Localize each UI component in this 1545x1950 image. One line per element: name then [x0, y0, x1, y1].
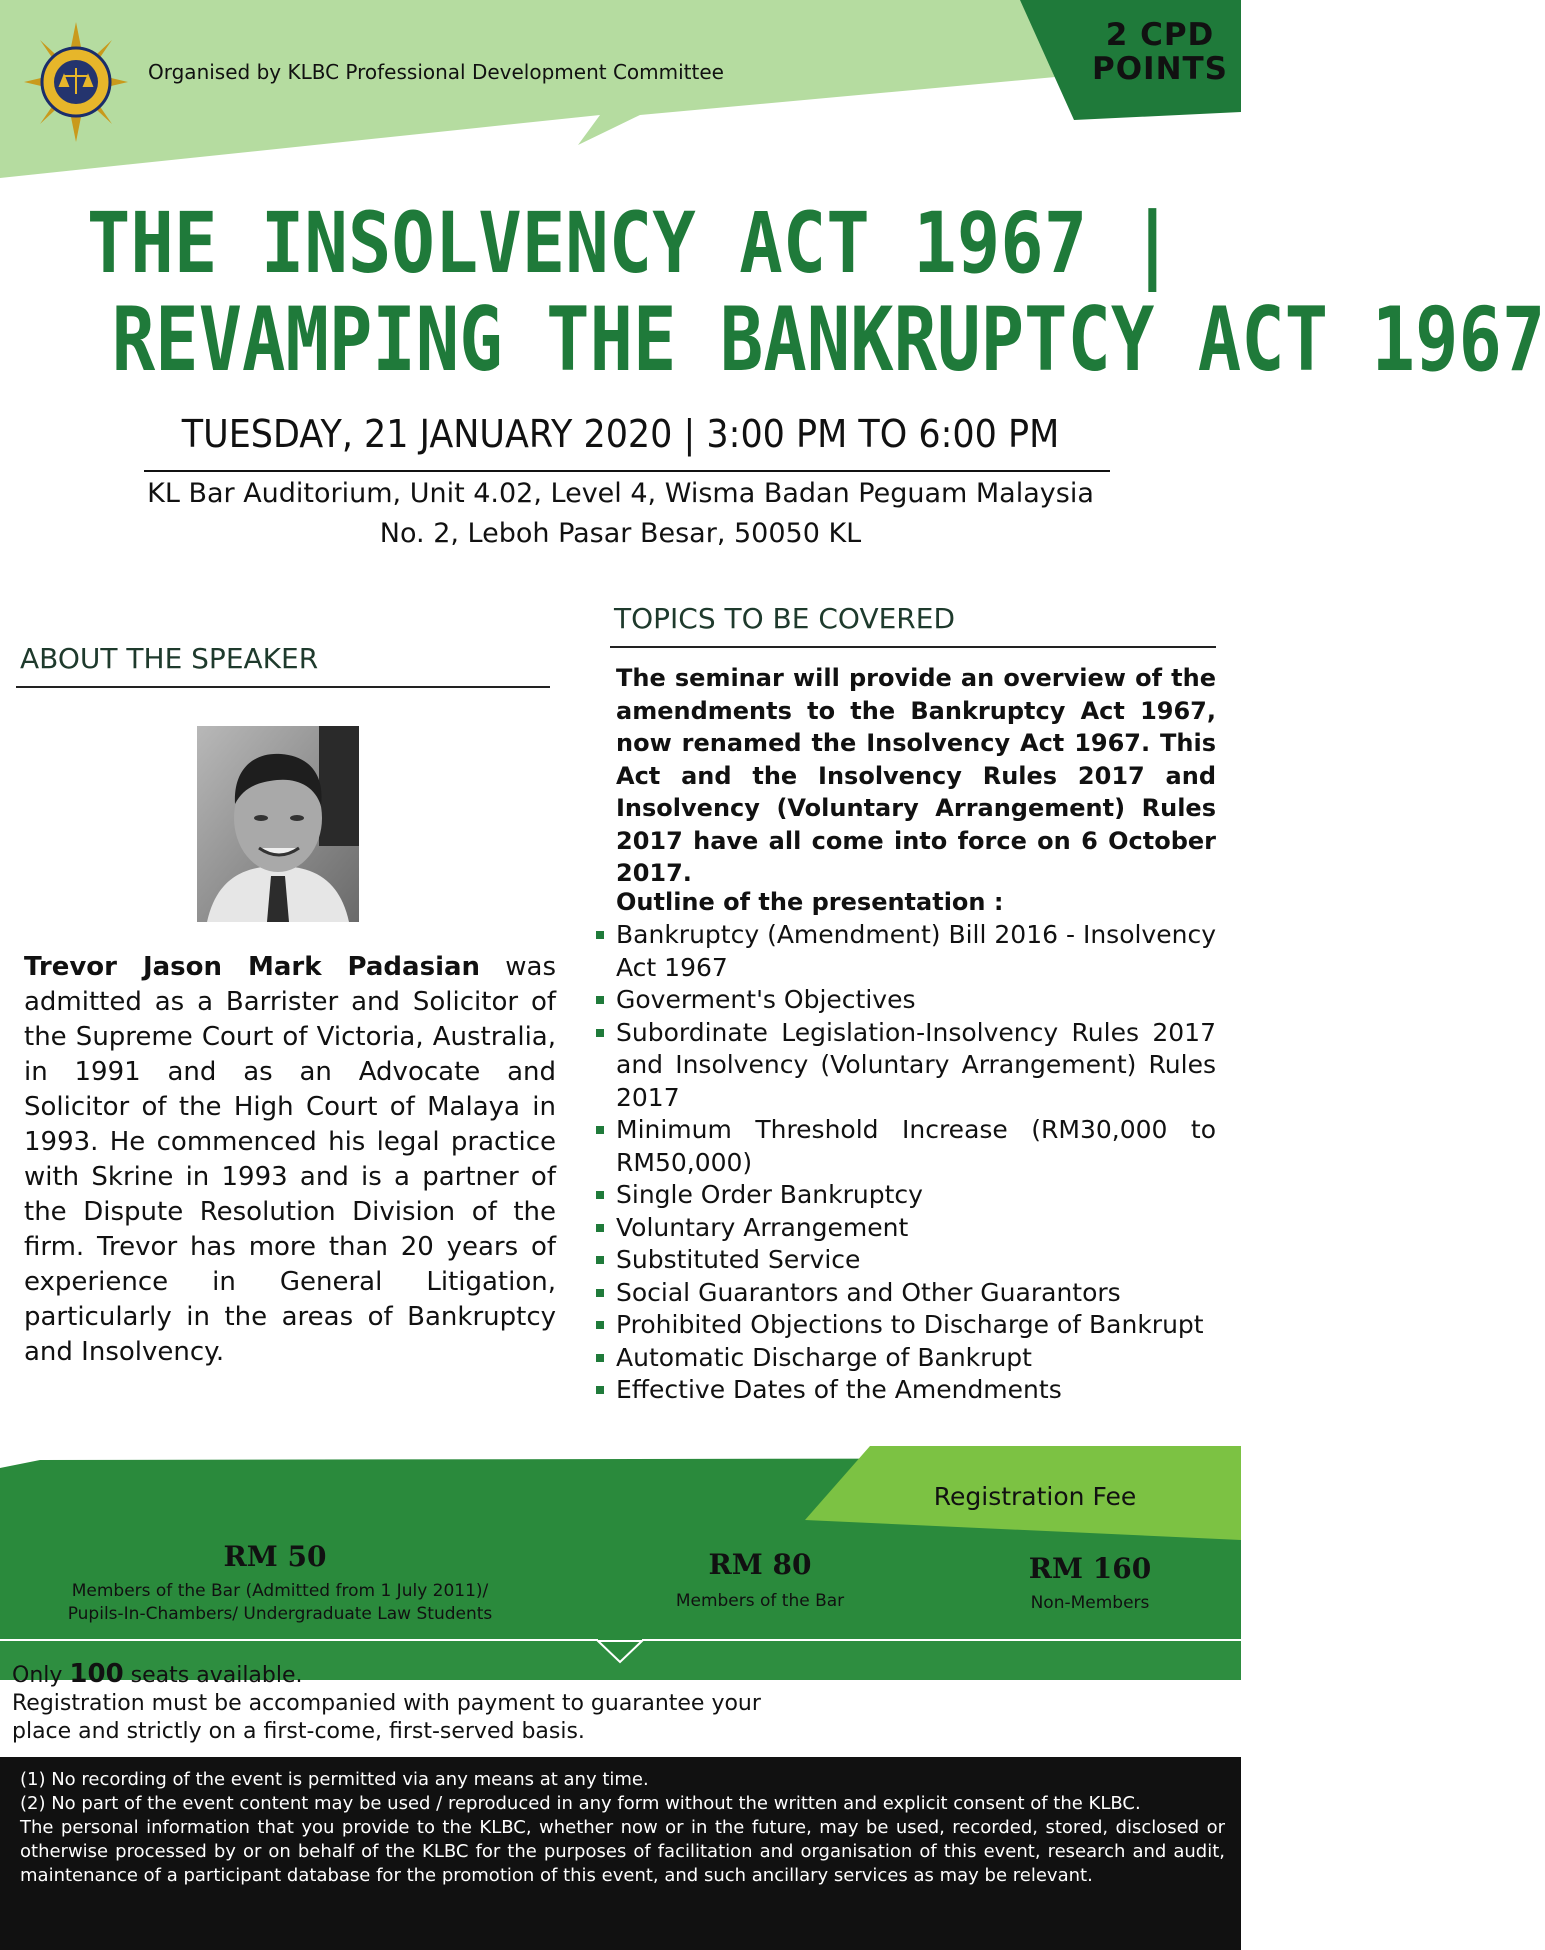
- bullet-icon: [596, 931, 604, 939]
- bullet-icon: [596, 1256, 604, 1264]
- divider: [144, 470, 1110, 472]
- bar-malaysia-crest-icon: [24, 20, 128, 144]
- topics-heading: TOPICS TO BE COVERED: [614, 602, 956, 635]
- fee-desc-rm50: Members of the Bar (Admitted from 1 July 2011)/ Pupils-In-Chambers/ Undergraduate Law Students: [67, 1581, 493, 1624]
- cpd-points-badge: [1090, 18, 1230, 86]
- speaker-bio-text: was admitted as a Barrister and Solicitor of the Supreme Court of Victoria, Australia, in 1991 and as an Advocate and Solicitor of the High Court of Malaya in 1993. He commenced his legal practice with Skrine in 1993 and is a partner of the Dispute Resolution Division of the firm. Trevor has more than 20 years of experience in General Litigation, particularly in the areas of Bankruptcy and Insolvency.: [24, 952, 556, 1367]
- cpd-line-2: POINTS: [1091, 51, 1229, 87]
- fee-amount-rm160: RM 160: [1028, 1552, 1152, 1585]
- footer-note-1: (1) No recording of the event is permitted via any means at any time.: [20, 1769, 649, 1790]
- bullet-icon: [596, 1126, 604, 1134]
- venue-line-1: KL Bar Auditorium, Unit 4.02, Level 4, Wisma Badan Peguam Malaysia: [147, 478, 1094, 509]
- bullet-icon: [596, 1289, 604, 1297]
- register-link[interactable]: Register @ www.klbar.org.my: [862, 1694, 1245, 1720]
- list-item: Prohibited Objections to Discharge of Bankrupt: [596, 1309, 1216, 1342]
- registration-fee-heading: Registration Fee: [933, 1482, 1137, 1511]
- seats-notice: [12, 1660, 812, 1746]
- speaker-bio: [24, 950, 556, 1370]
- bullet-icon: [596, 1321, 604, 1329]
- speaker-heading: ABOUT THE SPEAKER: [20, 642, 319, 675]
- list-item: Substituted Service: [596, 1244, 1216, 1277]
- footer-notes: [20, 1768, 1225, 1888]
- speaker-name: Trevor Jason Mark Padasian: [24, 952, 481, 982]
- bullet-icon: [596, 1224, 604, 1232]
- fee-amount-rm80: RM 80: [708, 1548, 812, 1581]
- bullet-icon: [596, 1029, 604, 1037]
- list-item: Bankruptcy (Amendment) Bill 2016 - Insolvency Act 1967: [596, 919, 1216, 984]
- bullet-icon: [596, 996, 604, 1004]
- bullet-icon: [596, 1354, 604, 1362]
- footer-note-2: (2) No part of the event content may be used / reproduced in any form without the written and explicit consent of the KLBC.: [20, 1793, 1141, 1814]
- cpd-line-1: 2 CPD: [1105, 17, 1215, 53]
- divider: [610, 646, 1216, 648]
- bullet-icon: [596, 1191, 604, 1199]
- privacy-notice: The personal information that you provide to the KLBC, whether now or in the future, may be used, recorded, stored, disclosed or otherwise processed by or on behalf of the KLBC for the purposes of facilitation and organisation of this event, research and audit, maintenance of a participant database for the promotion of this event, and such ancillary services as may be relevant.: [20, 1817, 1225, 1886]
- topics-list: [596, 919, 1216, 1407]
- list-item: Goverment's Objectives: [596, 984, 1216, 1017]
- speaker-photo: [197, 726, 359, 922]
- list-item: Automatic Discharge of Bankrupt: [596, 1342, 1216, 1375]
- seats-count: 100: [69, 1659, 124, 1689]
- topics-intro: The seminar will provide an overview of the amendments to the Bankruptcy Act 1967, now renamed the Insolvency Act 1967. This Act and the Insolvency Rules 2017 and Insolvency (Voluntary Arrangement) Rules 2017 have all come into force on 6 October 2017.: [616, 664, 1216, 887]
- outline-heading: Outline of the presentation :: [616, 888, 1004, 916]
- list-item: Minimum Threshold Increase (RM30,000 to RM50,000): [596, 1114, 1216, 1179]
- bullet-icon: [596, 1386, 604, 1394]
- event-title-line-1: THE INSOLVENCY ACT 1967 |: [86, 194, 1175, 292]
- event-title-line-2: REVAMPING THE BANKRUPTCY ACT 1967: [111, 288, 1545, 391]
- divider: [16, 686, 550, 688]
- list-item: Voluntary Arrangement: [596, 1212, 1216, 1245]
- list-item: Social Guarantors and Other Guarantors: [596, 1277, 1216, 1310]
- list-item: Single Order Bankruptcy: [596, 1179, 1216, 1212]
- organiser-text: Organised by KLBC Professional Development Committee: [148, 60, 724, 84]
- fee-desc-rm160: Non-Members: [1030, 1593, 1150, 1613]
- event-datetime: TUESDAY, 21 JANUARY 2020 | 3:00 PM TO 6:00 PM: [181, 412, 1060, 456]
- venue-line-2: No. 2, Leboh Pasar Besar, 50050 KL: [379, 518, 862, 549]
- fee-desc-rm80: Members of the Bar: [675, 1591, 845, 1611]
- list-item: Effective Dates of the Amendments: [596, 1374, 1216, 1407]
- header-banner: [0, 0, 1241, 180]
- list-item: Subordinate Legislation-Insolvency Rules 2017 and Insolvency (Voluntary Arrangement) Rules 2017: [596, 1017, 1216, 1115]
- fee-amount-rm50: RM 50: [223, 1540, 327, 1573]
- seats-line: Only 100 seats available.: [12, 1659, 303, 1689]
- registration-note: Registration must be accompanied with payment to guarantee your place and strictly on a first-come, first-served basis.: [12, 1691, 761, 1744]
